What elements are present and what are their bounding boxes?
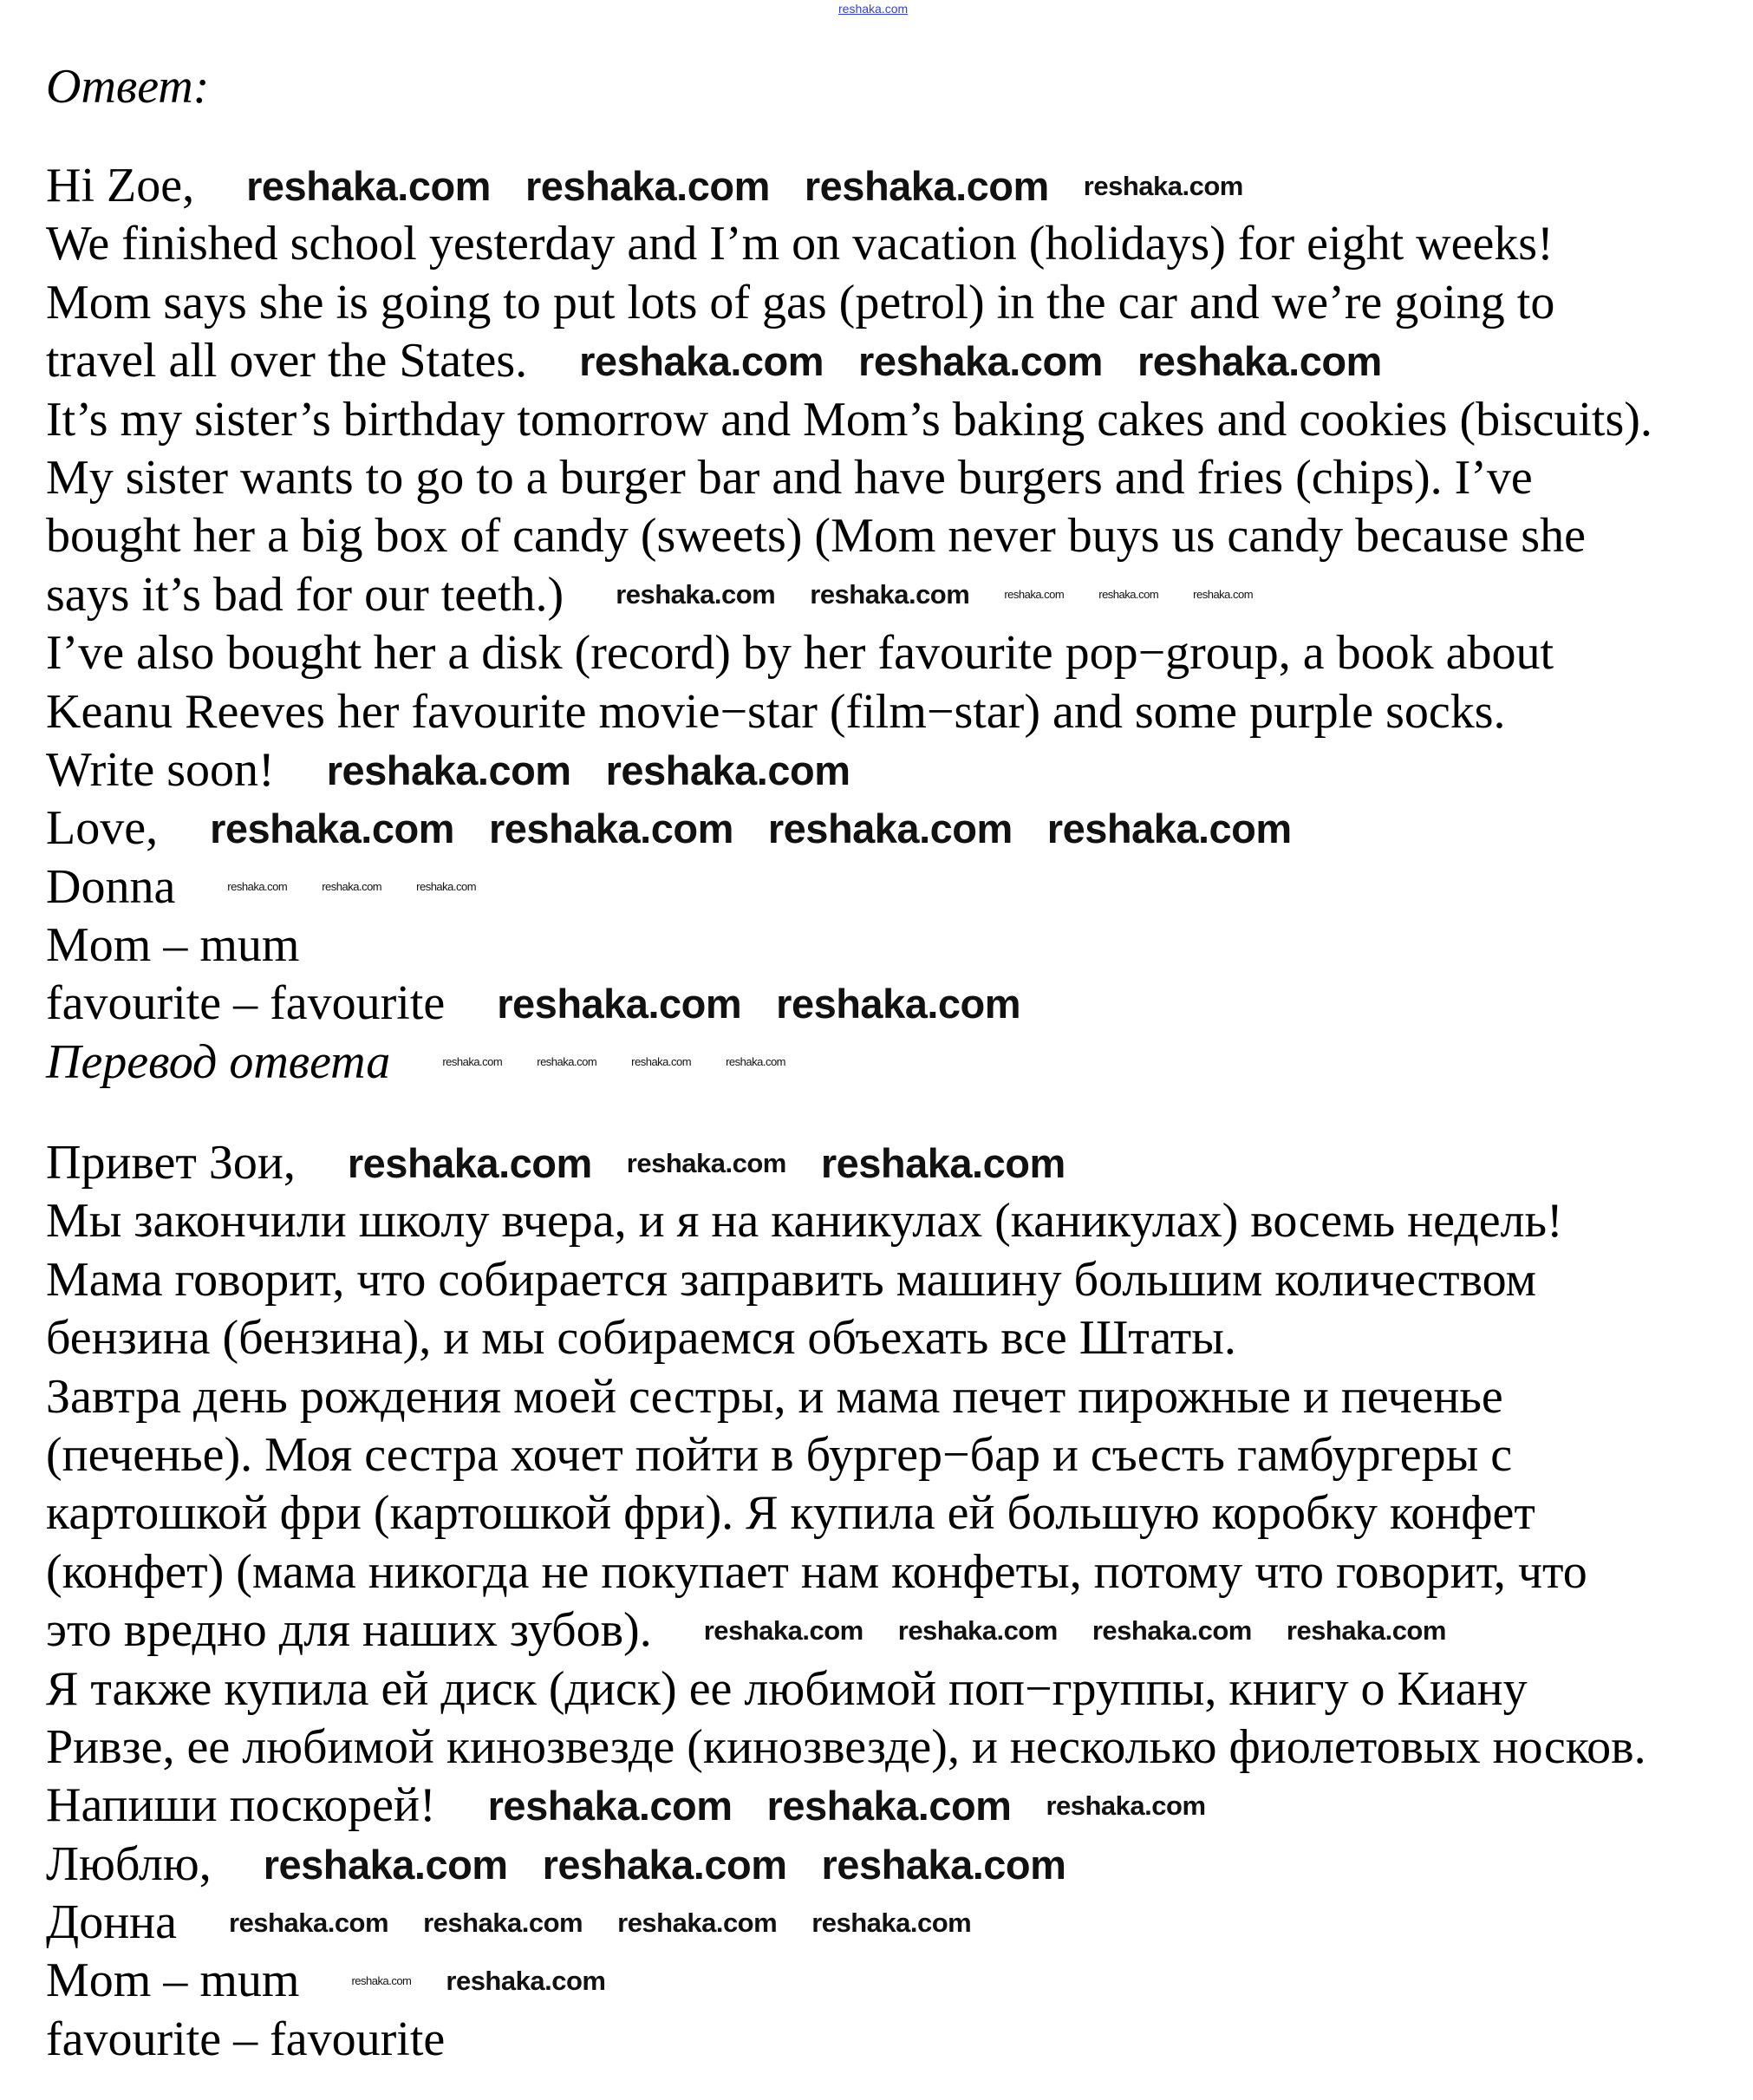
- watermark: reshaka.com: [246, 162, 491, 209]
- text-row: [46, 1952, 1646, 2010]
- text-row: [46, 1601, 1646, 1660]
- answer-heading: Ответ:: [46, 60, 210, 114]
- text-row: [46, 1836, 1646, 1894]
- watermark-group: [227, 881, 476, 893]
- text-line: It’s my sister’s birthday tomorrow and Mom’s baking cakes and cookies (biscuits).: [46, 392, 1652, 447]
- text-line: travel all over the States.: [46, 334, 528, 388]
- text-row: [46, 858, 1652, 916]
- watermark: reshaka.com: [626, 1147, 786, 1178]
- text-row: [46, 2011, 1646, 2069]
- text-row: [46, 1309, 1646, 1367]
- watermark-group: [264, 1842, 1066, 1888]
- watermark: reshaka.com: [1046, 805, 1292, 852]
- watermark: reshaka.com: [542, 1841, 787, 1888]
- text-row: [46, 1894, 1646, 1952]
- watermark-group: [210, 806, 1292, 851]
- text-line: I’ve also bought her a disk (record) by her favourite pop−group, a book about: [46, 626, 1554, 681]
- text-line: Привет Зои,: [46, 1136, 296, 1190]
- text-line: Донна: [46, 1895, 177, 1950]
- watermark: reshaka.com: [811, 1907, 972, 1938]
- text-line: Мы закончили школу вчера, и я на каникулах (каникулах) восемь недель!: [46, 1194, 1563, 1249]
- translation-heading: [46, 1034, 1652, 1092]
- watermark: reshaka.com: [726, 1055, 785, 1069]
- text-line: Напиши поскорей!: [46, 1778, 436, 1833]
- text-line: Mom – mum: [46, 1953, 300, 2008]
- text-line: Я также купила ей диск (диск) ее любимой поп−группы, книгу о Киану: [46, 1661, 1528, 1716]
- watermark: reshaka.com: [326, 747, 571, 793]
- watermark: reshaka.com: [229, 1907, 389, 1938]
- text-line: My sister wants to go to a burger bar and have burgers and fries (chips). I’ve: [46, 450, 1533, 505]
- watermark: reshaka.com: [263, 1841, 508, 1888]
- watermark-group: [497, 982, 1020, 1027]
- text-row: [46, 799, 1652, 858]
- text-row: [46, 624, 1652, 682]
- text-row: [46, 1192, 1646, 1250]
- text-line: картошкой фри (картошкой фри). Я купила ей большую коробку конфет: [46, 1486, 1535, 1541]
- watermark-group: [442, 1056, 785, 1068]
- text-row: [46, 1660, 1646, 1718]
- text-line: Donna: [46, 859, 176, 914]
- watermark: reshaka.com: [1083, 170, 1243, 201]
- watermark-group: [488, 1784, 1206, 1829]
- watermark-group: [348, 1141, 1065, 1186]
- text-line: бензина (бензина), и мы собираемся объехать все Штаты.: [46, 1311, 1236, 1366]
- text-line: Перевод ответа: [46, 1034, 391, 1089]
- watermark: reshaka.com: [1193, 588, 1254, 602]
- text-line: (печенье). Моя сестра хочет пойти в бургер−бар и съесть гамбургеры с: [46, 1427, 1513, 1482]
- watermark: reshaka.com: [442, 1055, 503, 1069]
- watermark: reshaka.com: [416, 880, 477, 894]
- text-row: [46, 274, 1652, 332]
- russian-translation: [46, 1134, 1646, 2069]
- watermark-group: [229, 1908, 971, 1938]
- text-row: [46, 1426, 1646, 1484]
- text-row: [46, 157, 1652, 215]
- watermark: reshaka.com: [810, 579, 970, 610]
- text-row: [46, 975, 1652, 1033]
- watermark: reshaka.com: [858, 338, 1103, 385]
- text-line: Hi Zoe,: [46, 159, 195, 212]
- text-line: says it’s bad for our teeth.): [46, 567, 564, 622]
- watermark: reshaka.com: [488, 805, 733, 852]
- text-line: Люблю,: [46, 1836, 212, 1891]
- watermark: reshaka.com: [497, 981, 742, 1027]
- watermark: reshaka.com: [1092, 1614, 1252, 1646]
- text-row: [46, 1777, 1646, 1835]
- text-row: [46, 332, 1652, 390]
- watermark: reshaka.com: [1004, 588, 1065, 602]
- watermark: reshaka.com: [617, 1907, 778, 1938]
- text-line: bought her a big box of candy (sweets) (Mom never buys us candy because she: [46, 509, 1586, 564]
- watermark: reshaka.com: [767, 805, 1013, 852]
- watermark-group: [327, 748, 850, 793]
- text-row: [46, 391, 1652, 449]
- text-line: (конфет) (мама никогда не покупает нам конфеты, потому что говорит, что: [46, 1544, 1587, 1599]
- watermark: reshaka.com: [446, 1966, 606, 1997]
- text-line: Mom – mum: [46, 918, 300, 973]
- watermark: reshaka.com: [351, 1974, 412, 1987]
- watermark: reshaka.com: [210, 805, 454, 852]
- text-line: Write soon!: [46, 742, 275, 797]
- watermark: reshaka.com: [821, 1841, 1066, 1888]
- watermark: reshaka.com: [1286, 1614, 1446, 1646]
- watermark-link[interactable]: reshaka.com: [838, 2, 909, 16]
- watermark: reshaka.com: [1137, 338, 1382, 385]
- watermark-group: [246, 164, 1243, 209]
- watermark: reshaka.com: [1098, 588, 1159, 602]
- watermark-group: [579, 339, 1382, 384]
- watermark: reshaka.com: [897, 1614, 1058, 1646]
- text-line: We finished school yesterday and I’m on vacation (holidays) for eight weeks!: [46, 217, 1554, 271]
- watermark: reshaka.com: [423, 1907, 583, 1938]
- text-line: Keanu Reeves her favourite movie−star (film−star) and some purple socks.: [46, 684, 1506, 739]
- watermark: reshaka.com: [487, 1783, 733, 1829]
- watermark: reshaka.com: [776, 981, 1021, 1027]
- text-line: Mom says she is going to put lots of gas (petrol) in the car and we’re going to: [46, 275, 1555, 329]
- text-line: favourite – favourite: [46, 976, 446, 1031]
- text-line: favourite – favourite: [46, 2012, 446, 2066]
- text-row: [46, 741, 1652, 799]
- text-row: [46, 215, 1652, 273]
- watermark: reshaka.com: [579, 338, 824, 385]
- watermark: reshaka.com: [605, 747, 850, 793]
- watermark: reshaka.com: [1046, 1790, 1206, 1821]
- watermark-group: [351, 1966, 605, 1996]
- text-line: Завтра день рождения моей сестры, и мама печет пирожные и печенье: [46, 1369, 1503, 1424]
- watermark: reshaka.com: [804, 162, 1049, 209]
- watermark: reshaka.com: [631, 1055, 692, 1069]
- text-row: [46, 566, 1652, 624]
- text-row: [46, 1718, 1646, 1777]
- text-row: [46, 1368, 1646, 1426]
- watermark: reshaka.com: [347, 1139, 592, 1186]
- text-row: [46, 449, 1652, 507]
- watermark: reshaka.com: [322, 880, 382, 894]
- text-line: Ривзе, ее любимой кинозвезде (кинозвезде), и несколько фиолетовых носков.: [46, 1719, 1646, 1774]
- watermark: reshaka.com: [703, 1614, 863, 1646]
- watermark: reshaka.com: [525, 162, 770, 209]
- text-row: [46, 1484, 1646, 1542]
- text-row: [46, 916, 1652, 975]
- watermark: reshaka.com: [537, 1055, 597, 1069]
- watermark-group: [704, 1616, 1446, 1646]
- text-line: Love,: [46, 801, 159, 856]
- watermark: reshaka.com: [766, 1783, 1012, 1829]
- watermark-group: [616, 580, 1253, 610]
- english-letter: [46, 157, 1652, 1092]
- text-row: [46, 1543, 1646, 1601]
- watermark: reshaka.com: [820, 1139, 1065, 1186]
- text-line: Мама говорит, что собирается заправить машину большим количеством: [46, 1252, 1537, 1307]
- text-line: это вредно для наших зубов).: [46, 1603, 652, 1658]
- watermark: reshaka.com: [616, 579, 776, 610]
- watermark: reshaka.com: [227, 880, 288, 894]
- text-row: [46, 507, 1652, 565]
- text-row: [46, 683, 1652, 741]
- text-row: [46, 1251, 1646, 1309]
- text-row: [46, 1134, 1646, 1192]
